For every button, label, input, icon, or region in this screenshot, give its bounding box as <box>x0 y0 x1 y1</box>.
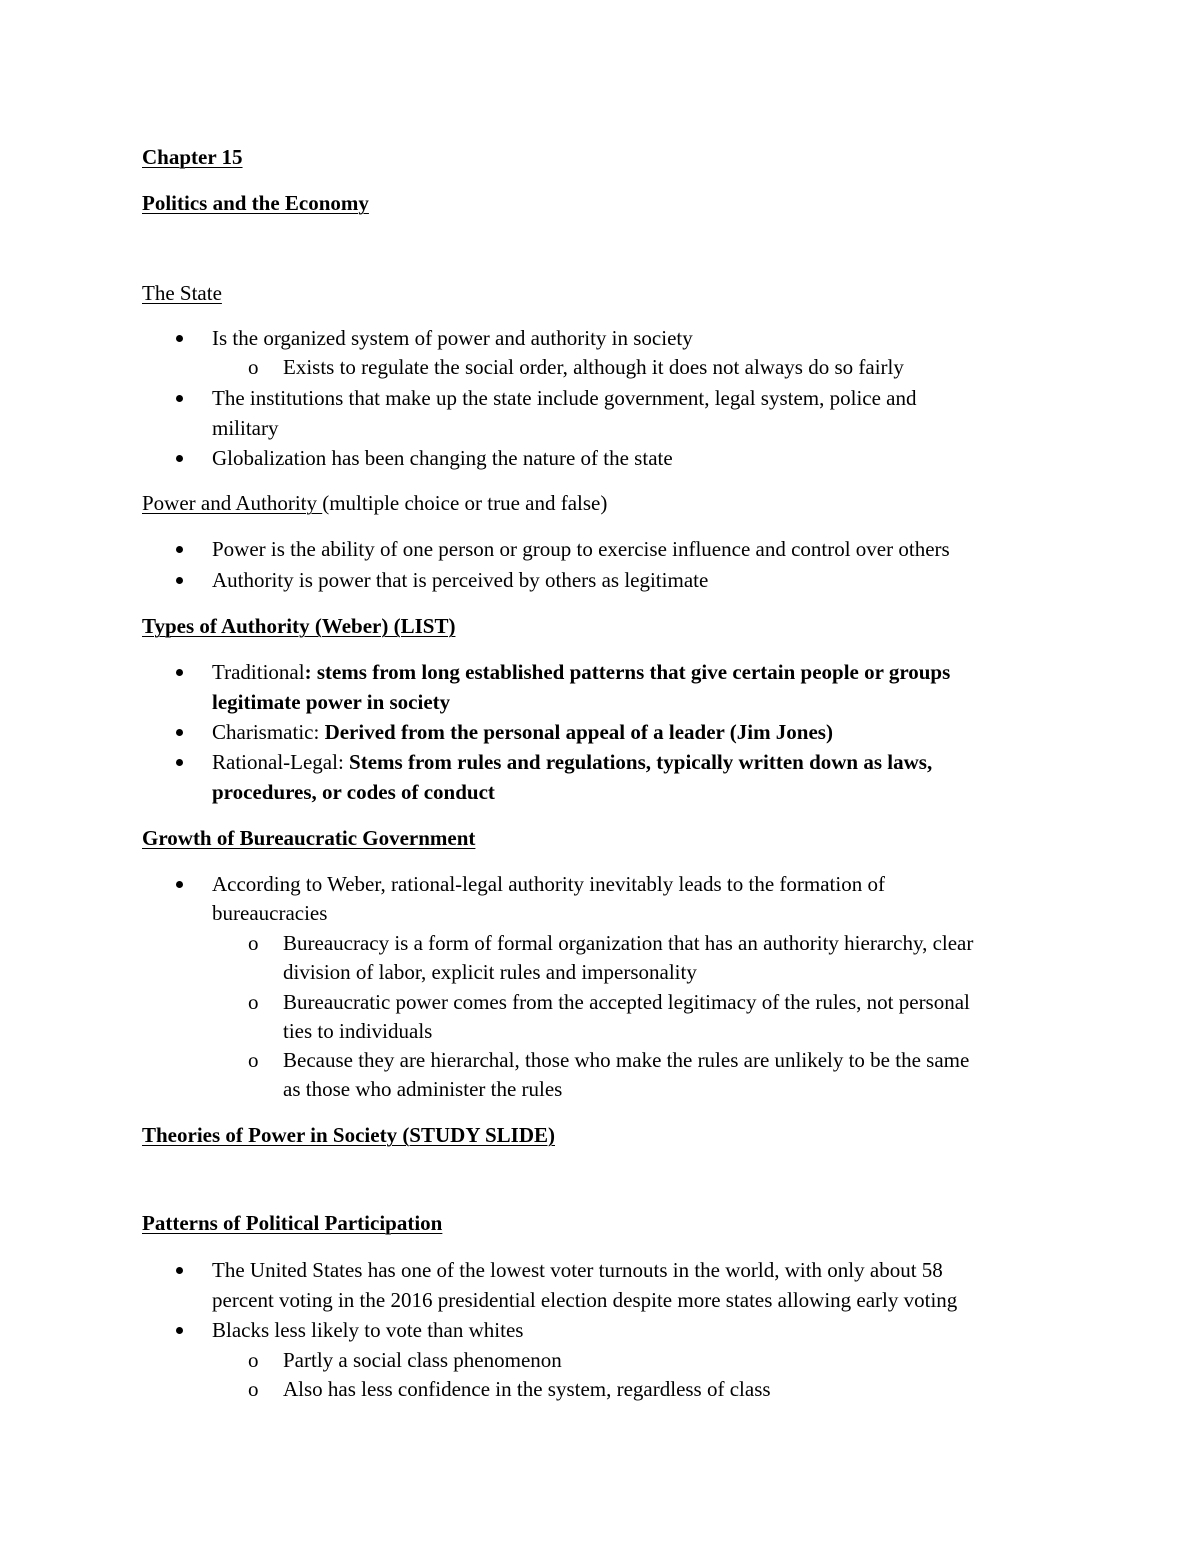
list-item: Bureaucracy is a form of formal organization that has an authority hierarchy, clear <box>283 931 974 955</box>
sub-bullet-icon: o <box>248 1377 259 1401</box>
list-item-continuation: ties to individuals <box>283 1019 433 1043</box>
list-item-charismatic <box>212 722 833 743</box>
list-item: Blacks less likely to vote than whites <box>212 1318 524 1342</box>
bullet-icon <box>176 1327 183 1334</box>
bullet-icon <box>176 669 183 676</box>
list-item-continuation: procedures, or codes of conduct <box>212 780 495 804</box>
chapter-title: Chapter 15 <box>142 145 243 169</box>
bullet-icon <box>176 455 183 462</box>
bullet-icon <box>176 881 183 888</box>
section-heading-patterns: Patterns of Political Participation <box>142 1211 443 1235</box>
charismatic-label: Charismatic: <box>212 720 325 744</box>
list-item-continuation: percent voting in the 2016 presidential election despite more states allowing early voting <box>212 1288 958 1312</box>
list-item: Exists to regulate the social order, although it does not always do so fairly <box>283 355 904 379</box>
sub-bullet-icon: o <box>248 931 259 955</box>
list-item-continuation: military <box>212 416 279 440</box>
list-item-continuation: division of labor, explicit rules and impersonality <box>283 960 697 984</box>
bullet-icon <box>176 759 183 766</box>
list-item: Because they are hierarchal, those who make the rules are unlikely to be the same <box>283 1048 970 1072</box>
list-item-continuation: legitimate power in society <box>212 690 451 714</box>
section-heading-theories: Theories of Power in Society (STUDY SLIDE) <box>142 1123 555 1147</box>
section-heading-growth: Growth of Bureaucratic Government <box>142 826 476 850</box>
power-heading-text: Power and Authority <box>142 491 323 515</box>
list-item: Power is the ability of one person or group to exercise influence and control over others <box>212 537 950 561</box>
document-subtitle: Politics and the Economy <box>142 191 369 215</box>
bullet-icon <box>176 1267 183 1274</box>
rational-legal-definition: Stems from rules and regulations, typically written down as laws, <box>349 750 933 774</box>
bullet-icon <box>176 335 183 342</box>
bullet-icon <box>176 395 183 402</box>
section-heading-power <box>142 493 607 514</box>
list-item: The United States has one of the lowest voter turnouts in the world, with only about 58 <box>212 1258 943 1282</box>
sub-bullet-icon: o <box>248 1348 259 1372</box>
traditional-definition: stems from long established patterns that give certain people or groups <box>316 660 951 684</box>
list-item: Also has less confidence in the system, regardless of class <box>283 1377 771 1401</box>
list-item: The institutions that make up the state include government, legal system, police and <box>212 386 917 410</box>
traditional-colon: : <box>304 660 317 684</box>
list-item-continuation: bureaucracies <box>212 901 328 925</box>
sub-bullet-icon: o <box>248 355 259 379</box>
sub-bullet-icon: o <box>248 1048 259 1072</box>
rational-legal-label: Rational-Legal: <box>212 750 350 774</box>
list-item-rational-legal <box>212 752 932 773</box>
sub-bullet-icon: o <box>248 990 259 1014</box>
list-item: Authority is power that is perceived by others as legitimate <box>212 568 709 592</box>
list-item: According to Weber, rational-legal authority inevitably leads to the formation of <box>212 872 885 896</box>
bullet-icon <box>176 546 183 553</box>
list-item: Is the organized system of power and authority in society <box>212 326 693 350</box>
list-item-continuation: as those who administer the rules <box>283 1077 563 1101</box>
list-item-traditional <box>212 662 950 683</box>
list-item: Globalization has been changing the nature of the state <box>212 446 673 470</box>
list-item: Bureaucratic power comes from the accepted legitimacy of the rules, not personal <box>283 990 970 1014</box>
bullet-icon <box>176 729 183 736</box>
section-heading-state: The State <box>142 281 222 305</box>
charismatic-definition: Derived from the personal appeal of a leader (Jim Jones) <box>324 720 833 744</box>
traditional-label: Traditional <box>212 660 305 684</box>
list-item: Partly a social class phenomenon <box>283 1348 562 1372</box>
bullet-icon <box>176 577 183 584</box>
section-heading-types: Types of Authority (Weber) (LIST) <box>142 614 456 638</box>
power-heading-note: (multiple choice or true and false) <box>322 491 608 515</box>
